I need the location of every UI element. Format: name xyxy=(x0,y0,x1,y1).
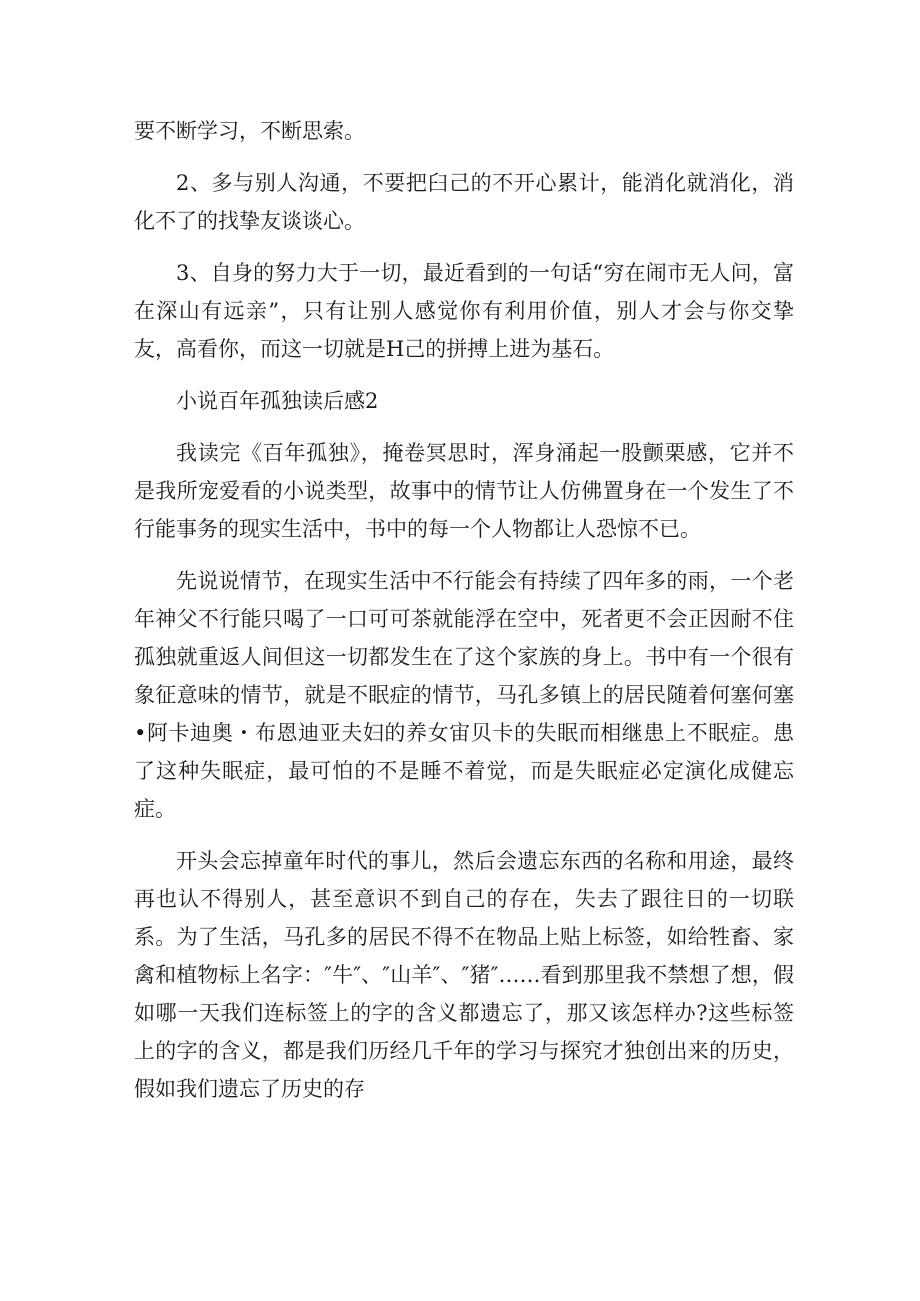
document-body xyxy=(134,112,794,1122)
paragraph-continuation: 要不断学习，不断思索。 xyxy=(134,119,365,143)
paragraph-item-3: 3、自身的努力大于一切，最近看到的一句话“穷在闹市无人问，富在深山有远亲”，只有让别人感觉你有利用价值，别人才会与你交挚友，高看你，而这一切就是H己的拼搏上进为基石。 xyxy=(134,261,794,361)
paragraph-intro: 我读完《百年孤独》，掩卷冥思时，浑身涌起一股颤栗感，它并不是我所宠爱看的小说类型，故事中的情节让人仿佛置身在一个发生了不行能事务的现实生活中，书中的每一个人物都让人恐惊不已。 xyxy=(134,441,794,541)
paragraph-labels: 开头会忘掉童年时代的事儿，然后会遗忘东西的名称和用途，最终再也认不得别人，甚至意识不到自己的存在，失去了跟往日的一切联系。为了生活，马孔多的居民不得不在物品上贴上标签，如给牲畜、家禽和植物标上名字：″牛″、″山羊″、″猪″……看到那里我不禁想了想，假如哪一天我们连标签上的字的含义都遗忘了，那又该怎样办?这些标签上的字的含义，都是我们历经几千年的学习与探究才独创出来的历史，假如我们遗忘了历史的存 xyxy=(134,849,794,1101)
section-title: 小说百年孤独读后感2 xyxy=(176,389,379,413)
paragraph-item-2: 2、多与别人沟通，不要把臼己的不开心累计，能消化就消化，消化不了的找挚友谈谈心。 xyxy=(134,171,794,233)
paragraph-plot: 先说说情节，在现实生活中不行能会有持续了四年多的雨，一个老年神父不行能只喝了一口可可茶就能浮在空中，死者更不会正因耐不住孤独就重返人间但这一切都发生在了这个家族的身上。书中有一个很有象征意味的情节，就是不眠症的情节，马孔多镇上的居民随着何塞何塞•阿卡迪奥・布恩迪亚夫妇的养女宙贝卡的失眠而相继患上不眠症。患了这种失眠症，最可怕的不是睡不着觉，而是失眠症必定演化成健忘症。 xyxy=(134,569,794,821)
